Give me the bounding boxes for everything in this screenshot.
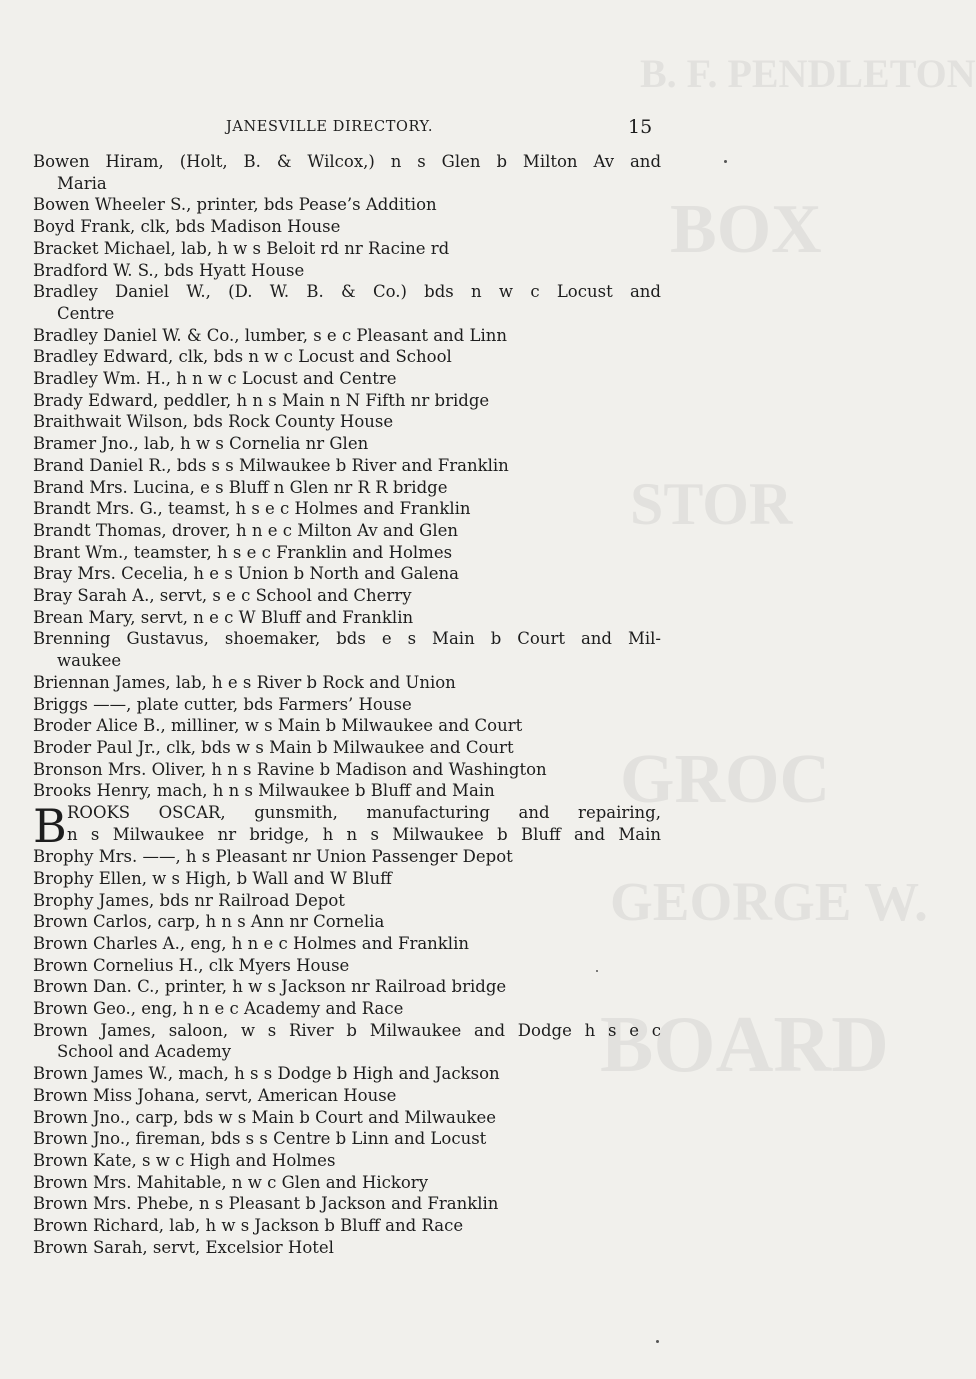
page-number: 15 [628,116,653,138]
entry-text: Brophy Ellen, w s High, b Wall and W Bluff [33,868,392,888]
directory-entry [33,737,661,759]
entry-text: Brown Jno., fireman, bds s s Centre b Linn and Locust [33,1129,487,1149]
entry-continuation: Centre [57,303,115,323]
page-header [0,116,753,140]
entry-text: Brown Sarah, servt, Excelsior Hotel [33,1237,334,1257]
entry-text: Bray Mrs. Cecelia, h e s Union b North and Galena [33,564,460,584]
entry-text: Brown James W., mach, h s s Dodge b High and Jackson [33,1064,500,1084]
directory-entry [33,672,661,694]
directory-entry [33,1193,661,1215]
directory-entry [33,846,661,868]
entry-text: Brown Charles A., eng, h n e c Holmes and Franklin [33,933,469,953]
directory-entry [33,498,661,520]
entry-list [33,846,661,1258]
directory-entry [33,933,661,955]
directory-entry [33,1107,661,1129]
directory-entry [33,1128,661,1150]
directory-entry [33,628,661,671]
paper-speck [656,1340,659,1343]
entry-text: Brown Miss Johana, servt, American House [33,1085,397,1105]
directory-entry [33,411,661,433]
bleed-through: B. F. PENDLETON BOX STOR GROC GEORGE W. BOARD [600,51,976,1089]
directory-entry [33,890,661,912]
paper-speck [596,970,598,972]
directory-entry [33,260,661,282]
entry-text: Brady Edward, peddler, h n s Main n N Fifth nr bridge [33,390,490,410]
directory-entry [33,1150,661,1172]
directory-entry [33,1063,661,1085]
entry-text: Brean Mary, servt, n e c W Bluff and Franklin [33,607,414,627]
entry-text: Broder Paul Jr., clk, bds w s Main b Milwaukee and Court [33,737,514,757]
paper-speck [724,160,727,163]
entry-text: Brophy Mrs. ——, h s Pleasant nr Union Passenger Depot [33,847,513,867]
entry-text: Bradley Daniel W., (D. W. B. & Co.) bds n w c Locust and [33,282,661,302]
entry-text: Boyd Frank, clk, bds Madison House [33,217,341,237]
entry-text: Broder Alice B., milliner, w s Main b Milwaukee and Court [33,716,523,736]
entry-text: Brant Wm., teamster, h s e c Franklin and Holmes [33,542,453,562]
entry-continuation: waukee [57,651,122,671]
running-head: JANESVILLE DIRECTORY. [226,119,434,135]
entry-list [33,151,661,802]
directory-entry [33,216,661,238]
entry-text: Brown Carlos, carp, h n s Ann nr Cornelia [33,912,385,932]
entry-text: Brown Geo., eng, h n e c Academy and Race [33,999,404,1019]
directory-entry [33,1085,661,1107]
entry-text: Bracket Michael, lab, h w s Beloit rd nr Racine rd [33,238,450,258]
directory-entry [33,238,661,260]
entry-text: Brandt Thomas, drover, h n e c Milton Av and Glen [33,520,459,540]
directory-entry [33,390,661,412]
entry-text: Bradley Daniel W. & Co., lumber, s e c Pleasant and Linn [33,325,507,345]
directory-entry [33,542,661,564]
directory-entry [33,281,661,324]
entry-text: Brown Richard, lab, h w s Jackson b Bluff and Race [33,1216,464,1236]
entry-text: Bradley Wm. H., h n w c Locust and Centre [33,369,397,389]
directory-entry [33,911,661,933]
entry-text: Brown Jno., carp, bds w s Main b Court and Milwaukee [33,1107,496,1127]
entry-text: Bronson Mrs. Oliver, h n s Ravine b Madison and Washington [33,759,547,779]
directory-entry [33,433,661,455]
directory-entry [33,715,661,737]
entry-continuation: School and Academy [57,1042,232,1062]
entry-text: Bramer Jno., lab, h w s Cornelia nr Glen [33,434,369,454]
entry-text: Briggs ——, plate cutter, bds Farmers’ House [33,694,412,714]
featured-entry-brooks-oscar [33,799,661,854]
directory-entry [33,1215,661,1237]
directory-entry [33,1237,661,1259]
entry-text: Bradley Edward, clk, bds n w c Locust and School [33,347,452,367]
directory-entry [33,585,661,607]
entry-text: Brophy James, bds nr Railroad Depot [33,890,345,910]
directory-entry [33,346,661,368]
directory-entry [33,194,661,216]
entry-text: Bowen Hiram, (Holt, B. & Wilcox,) n s Glen b Milton Av and [33,152,661,171]
entry-text: Bray Sarah A., servt, s e c School and Cherry [33,586,412,606]
entry-text: Brooks Henry, mach, h n s Milwaukee b Bluff and Main [33,781,495,801]
entry-text: Brown Mrs. Phebe, n s Pleasant b Jackson and Franklin [33,1194,499,1214]
directory-entry [33,694,661,716]
featured-entry-line: ROOKS OSCAR, gunsmith, manufacturing and repairing, [67,803,661,823]
directory-entry [33,151,661,194]
entry-text: Brown Kate, s w c High and Holmes [33,1150,336,1170]
entry-text: Brenning Gustavus, shoemaker, bds e s Main b Court and Mil- [33,629,661,649]
drop-cap: B [33,799,67,854]
entry-text: Bowen Wheeler S., printer, bds Pease’s Addition [33,195,437,215]
entry-text: Brown Mrs. Mahitable, n w c Glen and Hickory [33,1172,429,1192]
directory-entry [33,607,661,629]
entry-text: Braithwait Wilson, bds Rock County House [33,412,394,432]
directory-entries [33,151,661,1258]
directory-entry [33,325,661,347]
directory-entry [33,1020,661,1063]
entry-text: Briennan James, lab, h e s River b Rock and Union [33,672,456,692]
entry-text: Brand Daniel R., bds s s Milwaukee b River and Franklin [33,455,509,475]
directory-entry [33,780,661,802]
featured-entry-body [67,802,661,845]
entry-text: Brown Dan. C., printer, h w s Jackson nr Railroad bridge [33,977,507,997]
directory-entry [33,455,661,477]
directory-entry [33,998,661,1020]
directory-entry [33,976,661,998]
entry-continuation: Maria [57,173,107,193]
entry-text: Brown James, saloon, w s River b Milwaukee and Dodge h s e c [33,1020,661,1040]
directory-entry [33,868,661,890]
directory-entry [33,520,661,542]
directory-entry [33,955,661,977]
directory-entry [33,759,661,781]
featured-entry-line: n s Milwaukee nr bridge, h n s Milwaukee b Bluff and Main [67,824,661,844]
entry-text: Brown Cornelius H., clk Myers House [33,955,350,975]
directory-entry [33,563,661,585]
entry-text: Brand Mrs. Lucina, e s Bluff n Glen nr R R bridge [33,477,448,497]
directory-entry [33,368,661,390]
entry-text: Brandt Mrs. G., teamst, h s e c Holmes and Franklin [33,499,471,519]
directory-entry [33,477,661,499]
entry-text: Bradford W. S., bds Hyatt House [33,260,305,280]
directory-entry [33,1172,661,1194]
